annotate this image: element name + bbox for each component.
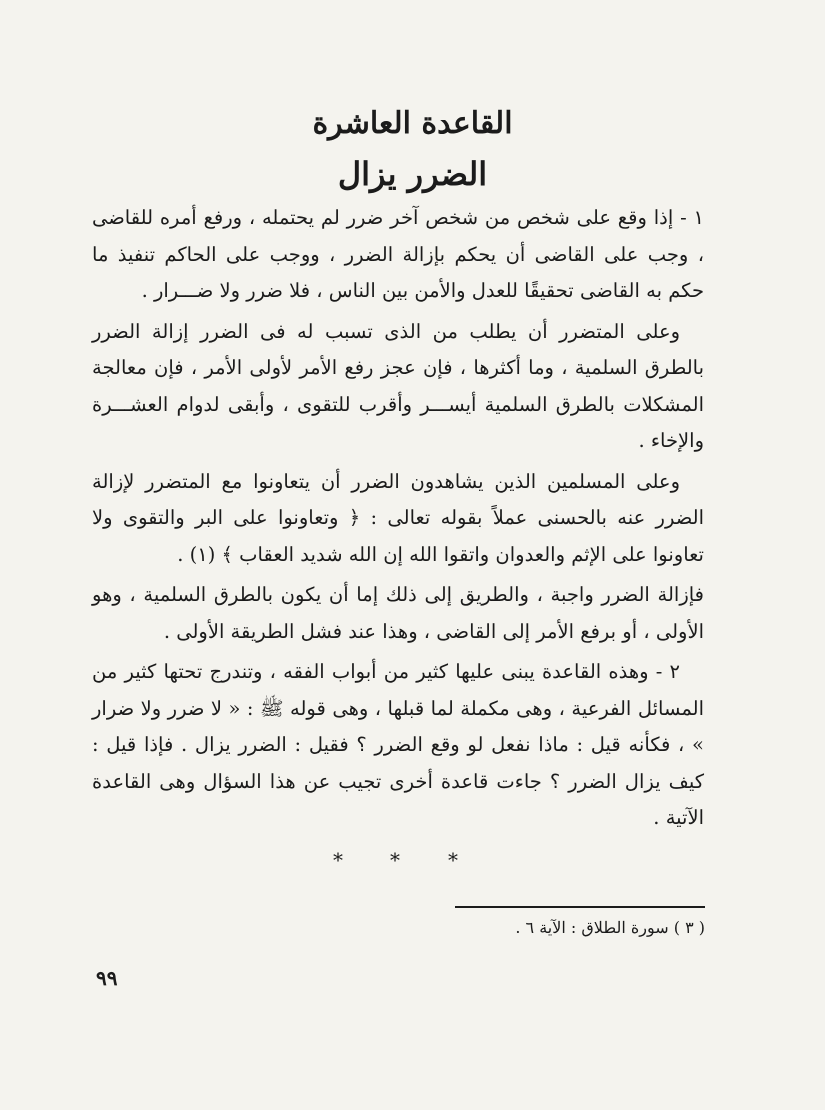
footnote: ( ٣ ) سورة الطلاق : الآية ٦ . — [515, 918, 705, 937]
separator-star: * — [390, 848, 400, 872]
paragraph-4: فإزالة الضرر واجبة ، والطريق إلى ذلك إما أن يكون بالطرق السلمية ، وهو الأولى ، أو برفع الأمر إلى القاضى ، وهذا عند فشل الطريقة الأولى . — [92, 583, 704, 643]
chapter-subtitle: الضرر يزال — [337, 155, 488, 193]
page-number: ٩٩ — [96, 966, 118, 990]
paragraph-5: ٢ - وهذه القاعدة يبنى عليها كثير من أبواب الفقه ، وتندرج تحتها كثير من المسائل الفرعية ، وهى مكملة لما قبلها ، وهى قوله ﷺ : « لا ضرر ولا ضرار » ، فكأنه قيل : ماذا نفعل لو وقع الضرر ؟ فقيل : الضرر يزال . فإذا قيل : كيف يزال الضرر ؟ جاءت قاعدة أخرى تجيب عن هذا السؤال وهى القاعدة الآتية . — [92, 660, 704, 829]
section-separator — [0, 850, 825, 874]
paragraph-3: وعلى المسلمين الذين يشاهدون الضرر أن يتعاونوا مع المتضرر لإزالة الضرر عنه بالحسنى عملاً بقوله تعالى : ﴿ وتعاونوا على البر والتقوى ولا تعاونوا على الإثم والعدوان واتقوا الله إن الله شديد العقاب ﴾ (١) . — [92, 469, 704, 566]
paragraph-1: ١ - إذا وقع على شخص من شخص آخر ضرر لم يحتمله ، ورفع أمره للقاضى ، وجب على القاضى أن يحكم بإزالة الضرر ، ووجب على الحاكم تنفيذ ما حكم به القاضى تحقيقًا للعدل والأمن بين الناس ، فلا ضرر ولا ضـــرار . — [92, 206, 704, 302]
paragraph-2: وعلى المتضرر أن يطلب من الذى تسبب له فى الضرر إزالة الضرر بالطرق السلمية ، وما أكثرها ، فإن عجز رفع الأمر لأولى الأمر ، فإن معالجة المشكلات بالطرق السلمية أيســـر وأقرب للتقوى ، وأبقى لدوام العشـــرة والإخاء . — [92, 319, 704, 452]
chapter-title: القاعدة العاشرة — [312, 106, 513, 141]
chapter-heading — [0, 100, 825, 200]
body-text — [92, 200, 704, 841]
separator-star: * — [448, 848, 458, 872]
separator-star: * — [333, 848, 343, 872]
footnote-divider — [455, 906, 705, 908]
